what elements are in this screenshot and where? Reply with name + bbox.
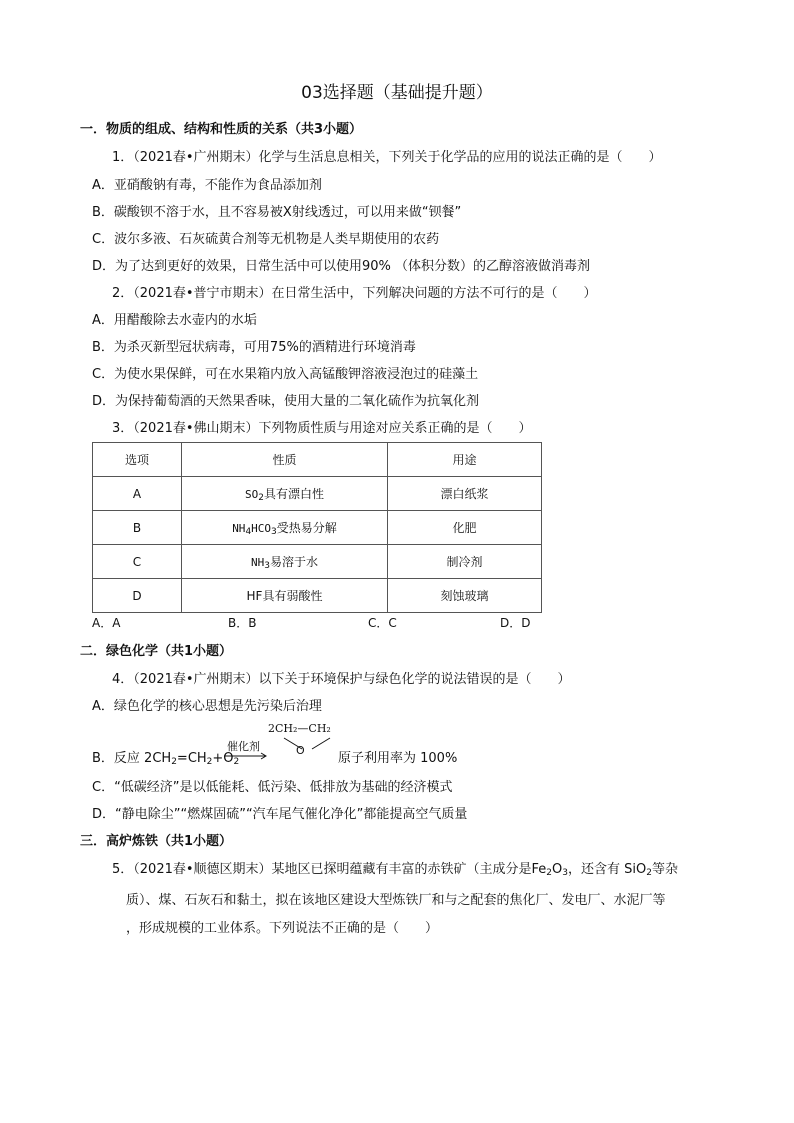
question-3-choice-c: C．C [368, 616, 397, 630]
table-cell-property: $NH_4HCO_3$受热易分解 [182, 511, 388, 545]
question-1-stem: 1．（2021春•广州期末）化学与生活息息相关，下列关于化学品的应用的说法正确的是（ ） [112, 150, 662, 165]
question-2-option-c: C．为使水果保鲜，可在水果箱内放入高锰酸钾溶液浸泡过的硅藻土 [92, 367, 479, 382]
question-3-choice-d: D．D [500, 616, 531, 630]
reaction-reactants: B．反应 $2CH_2=CH_2+O_2$ [92, 751, 240, 767]
table-row [93, 511, 542, 545]
question-4-option-d: D．“静电除尘”“燃煤固硫”“汽车尾气催化净化”都能提高空气质量 [92, 807, 468, 822]
atom-utilization-text: 原子利用率为 100% [338, 751, 458, 766]
table-header-cell: 用途 [388, 443, 542, 477]
table-cell-property: HF具有弱酸性 [182, 579, 388, 613]
table-row [93, 477, 542, 511]
question-3-choice-b: B．B [228, 616, 257, 630]
section-heading-3: 三．高炉炼铁（共1小题） [80, 834, 233, 849]
table-cell-option: A [93, 477, 182, 511]
question-4-option-c: C．“低碳经济”是以低能耗、低污染、低排放为基础的经济模式 [92, 780, 453, 795]
question-4-option-a: A．绿色化学的核心思想是先污染后治理 [92, 699, 322, 714]
property-use-table [92, 442, 542, 613]
catalyst-label: 催化剂 [227, 740, 260, 753]
question-2-stem: 2．（2021春•普宁市期末）在日常生活中，下列解决问题的方法不可行的是（ ） [112, 286, 597, 301]
question-4-option-b [92, 720, 512, 770]
section-heading-2: 二．绿色化学（共1小题） [80, 644, 233, 659]
page-title: 03选择题（基础提升题） [301, 83, 493, 103]
table-cell-option: B [93, 511, 182, 545]
question-1-option-d: D．为了达到更好的效果，日常生活中可以使用90% （体积分数）的乙醇溶液做消毒剂 [92, 259, 591, 274]
table-cell-property: $NH_3$易溶于水 [182, 545, 388, 579]
table-cell-use: 化肥 [388, 511, 542, 545]
table-row [93, 545, 542, 579]
question-5-line-2: 质）、煤、石灰石和黏土，拟在该地区建设大型炼铁厂和与之配套的焦化厂、发电厂、水泥厂等 [126, 893, 666, 908]
question-3-stem: 3．（2021春•佛山期末）下列物质性质与用途对应关系正确的是（ ） [112, 421, 532, 436]
table-cell-use: 刻蚀玻璃 [388, 579, 542, 613]
question-2-option-d: D．为保持葡萄酒的天然果香味，使用大量的二氧化硫作为抗氧化剂 [92, 394, 480, 409]
table-header-row [93, 443, 542, 477]
question-1-option-a: A．亚硝酸钠有毒，不能作为食品添加剂 [92, 178, 322, 193]
question-5-line-1: 5．（2021春•顺德区期末）某地区已探明蕴藏有丰富的赤铁矿（主成分是$Fe_2O_3$，还含有 SiO$_2$等杂 [112, 862, 678, 878]
epoxide-ring-icon [280, 736, 336, 756]
table-header-cell: 性质 [182, 443, 388, 477]
question-2-option-b: B．为杀灭新型冠状病毒，可用75%的酒精进行环境消毒 [92, 340, 416, 355]
table-cell-option: D [93, 579, 182, 613]
table-cell-option: C [93, 545, 182, 579]
question-5-line-3: ，形成规模的工业体系。下列说法不正确的是（ ） [126, 921, 439, 936]
question-1-option-b: B．碳酸钡不溶于水，且不容易被X射线透过，可以用来做“钡餐” [92, 205, 462, 220]
question-2-option-a: A．用醋酸除去水壶内的水垢 [92, 313, 257, 328]
reaction-arrow-icon [224, 752, 268, 760]
section-heading-1: 一．物质的组成、结构和性质的关系（共3小题） [80, 122, 363, 137]
question-5-stem [112, 856, 732, 943]
table-row [93, 579, 542, 613]
question-1-option-c: C．波尔多液、石灰硫黄合剂等无机物是人类早期使用的农药 [92, 232, 440, 247]
epoxide-oxygen: O [296, 744, 305, 757]
table-cell-property: $SO_2$具有漂白性 [182, 477, 388, 511]
epoxide-carbons: 2CH₂—CH₂ [268, 722, 331, 735]
table-cell-use: 漂白纸浆 [388, 477, 542, 511]
question-3-choice-a: A．A [92, 616, 121, 630]
table-cell-use: 制冷剂 [388, 545, 542, 579]
table-header-cell: 选项 [93, 443, 182, 477]
question-4-stem: 4．（2021春•广州期末）以下关于环境保护与绿色化学的说法错误的是（ ） [112, 672, 571, 687]
